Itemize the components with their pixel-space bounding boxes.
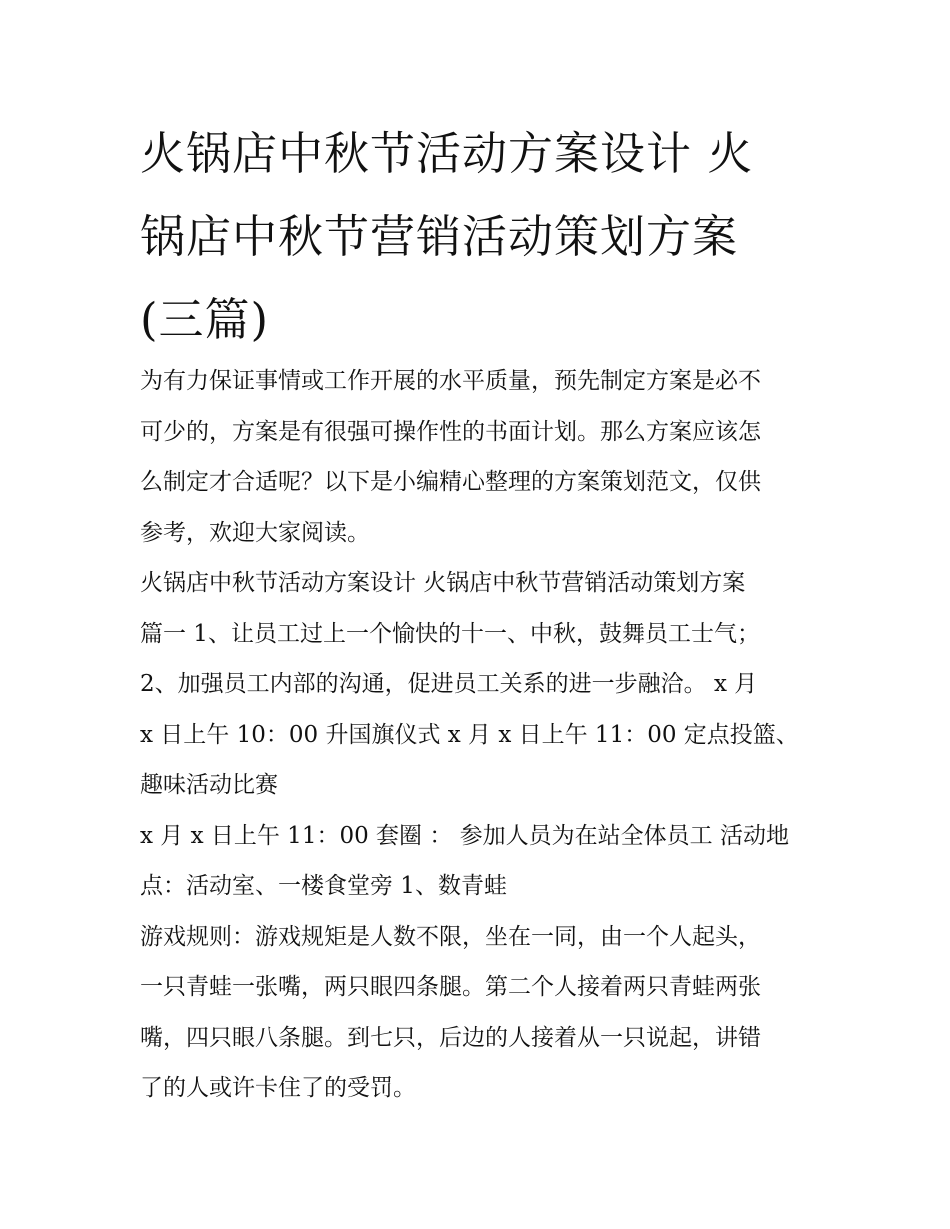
plan-paragraph: [140, 558, 820, 811]
text-line: 可少的，方案是有很强可操作性的书面计划。那么方案应该怎: [140, 418, 761, 445]
text-line: 篇一 1、让员工过上一个愉快的十一、中秋，鼓舞员工士气；: [140, 620, 760, 647]
text-line: 点：活动室、一楼食堂旁 1、数青蛙: [140, 873, 507, 899]
text-line: 么制定才合适呢？以下是小编精心整理的方案策划范文，仅供: [140, 469, 761, 495]
text-line: 嘴，四只眼八条腿。到七只，后边的人接着从一只说起，讲错: [140, 1024, 761, 1051]
game-rules-paragraph: [140, 912, 820, 1114]
title-line: (三篇): [140, 293, 270, 346]
text-line: 一只青蛙一张嘴，两只眼四条腿。第二个人接着两只青蛙两张: [140, 974, 761, 1000]
text-line: 2、加强员工内部的沟通，促进员工关系的进一步融洽。 x 月: [140, 671, 758, 697]
text-line: 火锅店中秋节活动方案设计 火锅店中秋节营销活动策划方案: [140, 570, 746, 596]
document-body: [140, 356, 820, 1114]
text-line: 为有力保证事情或工作开展的水平质量，预先制定方案是必不: [140, 368, 761, 394]
text-line: x 月 x 日上午 11：00 套圈 ： 参加人员为在站全体员工 活动地: [140, 822, 789, 849]
document-title: [140, 112, 820, 361]
text-line: 游戏规则：游戏规矩是人数不限，坐在一同，由一个人起头，: [140, 923, 761, 950]
title-line: 锅店中秋节营销活动策划方案: [140, 210, 739, 263]
text-line: 了的人或许卡住了的受罚。: [140, 1075, 416, 1101]
text-line: 趣味活动比赛: [140, 772, 278, 798]
intro-paragraph: [140, 356, 820, 558]
text-line: x 日上午 10：00 升国旗仪式 x 月 x 日上午 11：00 定点投篮、: [140, 721, 799, 748]
text-line: 参考，欢迎大家阅读。: [140, 519, 370, 546]
schedule-paragraph: [140, 811, 820, 912]
title-line: 火锅店中秋节活动方案设计 火: [140, 127, 754, 180]
